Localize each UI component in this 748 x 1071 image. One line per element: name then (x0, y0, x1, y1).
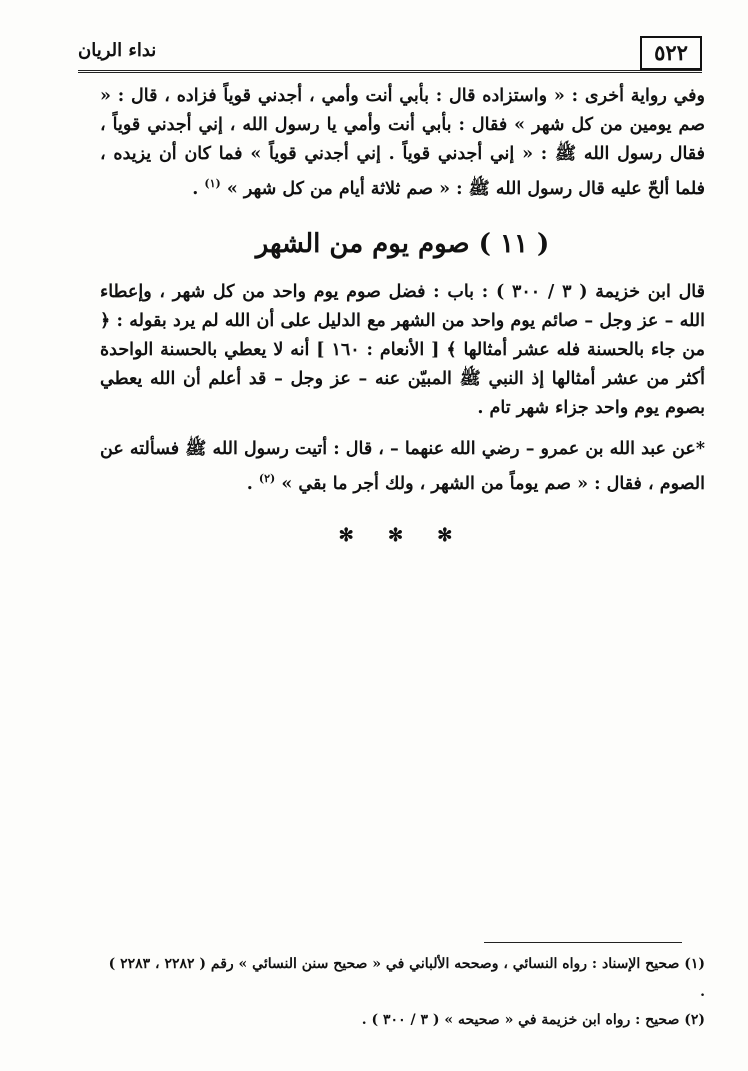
paragraph-narration (100, 82, 705, 204)
paragraph-hadith (100, 435, 705, 499)
main-text (100, 82, 705, 550)
running-title: نداء الريان (78, 40, 157, 61)
period: . (246, 473, 259, 494)
footnote-ref-2: (٢) (258, 471, 276, 485)
footnote-1: (١) صحيح الإسناد : رواه النسائي ، وصححه الألباني في « صحيح سنن النسائي » رقم ( ٢٢٨٢ ، ٢٢٨٣ ) . (108, 956, 705, 1000)
footnote-2: (٢) صحيح : رواه ابن خزيمة في « صحيحه » ( ٣ / ٣٠٠ ) . (361, 1012, 705, 1028)
section-separator: ✻ ✻ ✻ (338, 524, 467, 546)
hadith-text: *عن عبد الله بن عمرو – رضي الله عنهما – ، قال : أتيت رسول الله ﷺ فسألته عن الصوم ، فقال : « صم يوماً من الشهر ، ولك أجر ما بقي » (100, 438, 705, 494)
page-number: ٥٢٢ (640, 36, 702, 70)
page-header (78, 34, 702, 74)
period: . (192, 178, 205, 199)
chapter-title: ( ١١ ) صوم يوم من الشهر (255, 228, 550, 259)
narration-text: وفي رواية أخرى : « واستزاده قال : بأبي أنت وأمي ، أجدني قوياً فزاده ، قال : « صم يومين من كل شهر » فقال : بأبي أنت وأمي يا رسول الله ، إني أجدني قوياً ، فقال رسول الله ﷺ : « إني أجدني قوياً . إني أجدني قوياً » فما كان أن يزيده ، فلما ألحّ عليه قال رسول الله ﷺ : « صم ثلاثة أيام من كل شهر » (100, 86, 705, 199)
footnote-divider (484, 942, 682, 943)
footnote-ref-1: (١) (204, 177, 221, 190)
spacer (100, 423, 705, 435)
paragraph-ibn-khuzayma: قال ابن خزيمة ( ٣ / ٣٠٠ ) : باب : فضل صوم يوم واحد من كل شهر ، وإعطاء الله – عز وجل – صائم يوم واحد من الشهر مع الدليل على أن الله لم يرد بقوله : ﴿ من جاء بالحسنة فله عشر أمثالها ﴾ [ الأنعام : ١٦٠ ] أنه لا يعطي بالحسنة الواحدة أكثر من عشر أمثالها إذ النبي ﷺ المبيّن عنه – عز وجل – قد أعلم أن الله يعطي بصوم يوم واحد جزاء شهر تام . (100, 281, 705, 418)
footnotes (100, 950, 705, 1034)
header-divider (78, 70, 702, 73)
